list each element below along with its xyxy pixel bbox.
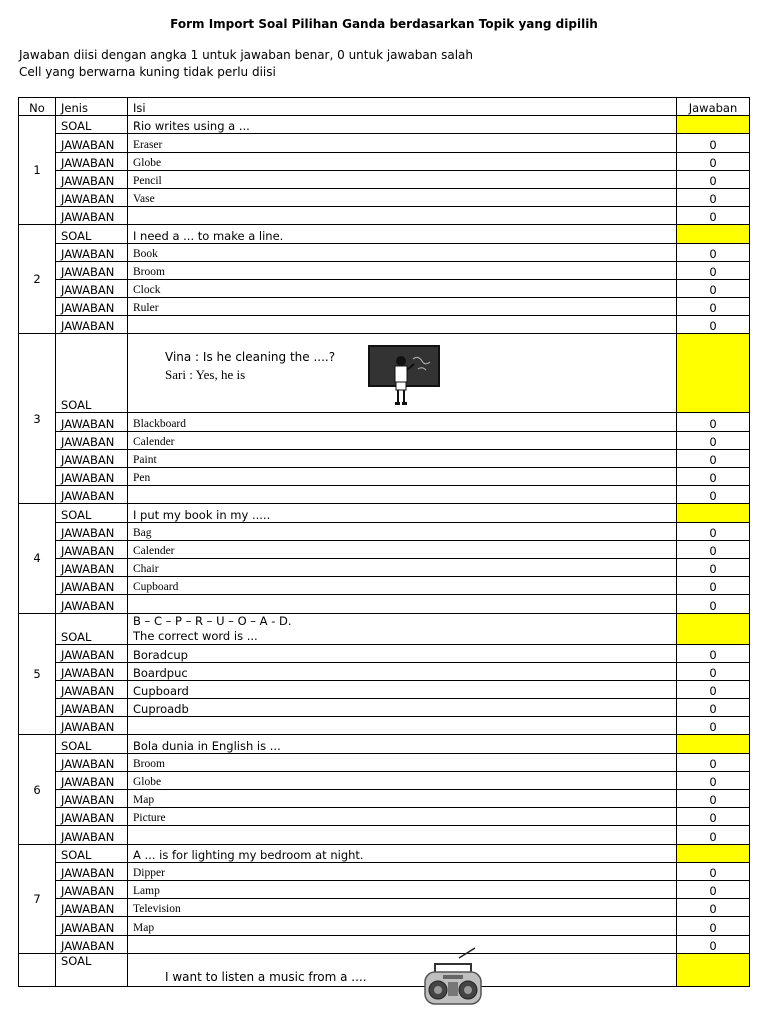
jenis-cell: JAWABAN: [56, 917, 128, 935]
question-number: [19, 953, 56, 986]
jenis-cell: JAWABAN: [56, 279, 128, 297]
answer-row: [19, 577, 750, 595]
answer-text[interactable]: Calender: [128, 540, 677, 558]
page-title: Form Import Soal Pilihan Ganda berdasarkan Topik yang dipilih: [170, 17, 598, 31]
jenis-cell: JAWABAN: [56, 152, 128, 170]
jenis-cell: SOAL: [56, 116, 128, 134]
answer-row: [19, 717, 750, 735]
question-number: 1: [19, 116, 56, 225]
jawaban-value[interactable]: 0: [677, 243, 750, 261]
question-form-table: [18, 97, 750, 987]
answer-row: [19, 261, 750, 279]
jenis-cell: JAWABAN: [56, 790, 128, 808]
question-text-line-1: B – C – P – R – U – O – A - D.: [133, 613, 292, 628]
jenis-cell: SOAL: [56, 735, 128, 753]
question-cell[interactable]: [128, 613, 677, 644]
jawaban-value[interactable]: 0: [677, 449, 750, 467]
answer-text[interactable]: Ruler: [128, 298, 677, 316]
jawaban-cell-yellow: [677, 225, 750, 243]
jenis-cell: JAWABAN: [56, 449, 128, 467]
jenis-cell: JAWABAN: [56, 558, 128, 576]
jenis-cell: JAWABAN: [56, 207, 128, 225]
jawaban-value[interactable]: 0: [677, 662, 750, 680]
jenis-cell: JAWABAN: [56, 771, 128, 789]
answer-text[interactable]: [128, 207, 677, 225]
answer-row: [19, 152, 750, 170]
answer-row: [19, 134, 750, 152]
answer-row: [19, 662, 750, 680]
answer-row: [19, 316, 750, 334]
jawaban-value[interactable]: 0: [677, 880, 750, 898]
question-text-line-2: Sari : Yes, he is: [165, 367, 246, 383]
jenis-cell: JAWABAN: [56, 134, 128, 152]
jawaban-value[interactable]: 0: [677, 595, 750, 613]
jawaban-value[interactable]: 0: [677, 261, 750, 279]
answer-text[interactable]: [128, 595, 677, 613]
answer-row: [19, 468, 750, 486]
jenis-cell: JAWABAN: [56, 170, 128, 188]
answer-row: [19, 899, 750, 917]
jenis-cell: JAWABAN: [56, 261, 128, 279]
jenis-cell: SOAL: [56, 225, 128, 243]
answer-text[interactable]: Bag: [128, 522, 677, 540]
answer-text[interactable]: [128, 717, 677, 735]
jawaban-value[interactable]: 0: [677, 826, 750, 844]
header-jawaban: Jawaban: [677, 98, 750, 116]
answer-text[interactable]: Lamp: [128, 880, 677, 898]
answer-text[interactable]: Broom: [128, 261, 677, 279]
jawaban-value[interactable]: 0: [677, 316, 750, 334]
question-text[interactable]: A ... is for lighting my bedroom at night.: [128, 844, 677, 862]
jawaban-value[interactable]: 0: [677, 170, 750, 188]
jenis-cell: SOAL: [56, 613, 128, 644]
jawaban-value[interactable]: 0: [677, 699, 750, 717]
jenis-cell: SOAL: [56, 504, 128, 522]
question-number: 2: [19, 225, 56, 334]
question-row: [19, 953, 750, 986]
answer-text[interactable]: Television: [128, 899, 677, 917]
jawaban-value[interactable]: 0: [677, 279, 750, 297]
jenis-cell: JAWABAN: [56, 577, 128, 595]
jenis-cell: SOAL: [56, 844, 128, 862]
question-cell[interactable]: [128, 334, 677, 413]
jenis-cell: JAWABAN: [56, 826, 128, 844]
answer-text[interactable]: Calender: [128, 431, 677, 449]
radio-cassette-illustration: [413, 946, 493, 1010]
answer-text[interactable]: Paint: [128, 449, 677, 467]
answer-text[interactable]: Cuproadb: [128, 699, 677, 717]
jenis-cell: JAWABAN: [56, 540, 128, 558]
jawaban-value[interactable]: 0: [677, 644, 750, 662]
answer-text[interactable]: Dipper: [128, 862, 677, 880]
jawaban-value[interactable]: 0: [677, 134, 750, 152]
jenis-cell: JAWABAN: [56, 316, 128, 334]
answer-row: [19, 935, 750, 953]
answer-row: [19, 680, 750, 698]
header-no: No: [19, 98, 56, 116]
jenis-cell: JAWABAN: [56, 808, 128, 826]
jawaban-value[interactable]: 0: [677, 298, 750, 316]
jawaban-value[interactable]: 0: [677, 753, 750, 771]
jawaban-value[interactable]: 0: [677, 522, 750, 540]
answer-row: [19, 188, 750, 206]
question-number: 5: [19, 613, 56, 735]
jenis-cell: JAWABAN: [56, 699, 128, 717]
jawaban-value[interactable]: 0: [677, 413, 750, 431]
instruction-line-2: Cell yang berwarna kuning tidak perlu diisi: [19, 65, 276, 79]
answer-row: [19, 826, 750, 844]
jawaban-value[interactable]: 0: [677, 188, 750, 206]
question-text[interactable]: I put my book in my .....: [128, 504, 677, 522]
jenis-cell: JAWABAN: [56, 880, 128, 898]
question-number: 6: [19, 735, 56, 844]
jenis-cell: SOAL: [56, 953, 128, 986]
header-row: [19, 98, 750, 116]
answer-text[interactable]: [128, 826, 677, 844]
question-row: [19, 613, 750, 644]
jenis-cell: JAWABAN: [56, 522, 128, 540]
jawaban-cell-yellow: [677, 735, 750, 753]
answer-text[interactable]: [128, 486, 677, 504]
blackboard-cleaning-illustration: [368, 345, 442, 407]
answer-row: [19, 862, 750, 880]
answer-row: [19, 644, 750, 662]
jenis-cell: JAWABAN: [56, 298, 128, 316]
jenis-cell: JAWABAN: [56, 595, 128, 613]
answer-text[interactable]: Cupboard: [128, 577, 677, 595]
answer-text[interactable]: Picture: [128, 808, 677, 826]
jawaban-cell-yellow: [677, 844, 750, 862]
answer-row: [19, 771, 750, 789]
jenis-cell: JAWABAN: [56, 188, 128, 206]
header-isi: Isi: [128, 98, 677, 116]
answer-row: [19, 595, 750, 613]
answer-row: [19, 917, 750, 935]
answer-text[interactable]: Globe: [128, 771, 677, 789]
jawaban-cell-yellow: [677, 116, 750, 134]
jawaban-value[interactable]: 0: [677, 808, 750, 826]
jenis-cell: JAWABAN: [56, 468, 128, 486]
question-row: [19, 225, 750, 243]
question-text-line-1: Vina : Is he cleaning the ....?: [165, 350, 336, 365]
jawaban-cell-yellow: [677, 953, 750, 986]
answer-text[interactable]: Globe: [128, 152, 677, 170]
answer-row: [19, 279, 750, 297]
answer-row: [19, 790, 750, 808]
answer-text[interactable]: Eraser: [128, 134, 677, 152]
answer-row: [19, 243, 750, 261]
jawaban-value[interactable]: 0: [677, 917, 750, 935]
jawaban-value[interactable]: 0: [677, 558, 750, 576]
jenis-cell: SOAL: [56, 334, 128, 413]
jenis-cell: JAWABAN: [56, 899, 128, 917]
jawaban-value[interactable]: 0: [677, 577, 750, 595]
jenis-cell: JAWABAN: [56, 680, 128, 698]
question-row: [19, 504, 750, 522]
jenis-cell: JAWABAN: [56, 486, 128, 504]
answer-row: [19, 449, 750, 467]
answer-text[interactable]: Boradcup: [128, 644, 677, 662]
answer-row: [19, 880, 750, 898]
jawaban-value[interactable]: 0: [677, 431, 750, 449]
jawaban-value[interactable]: 0: [677, 935, 750, 953]
jenis-cell: JAWABAN: [56, 662, 128, 680]
question-cell[interactable]: [128, 953, 677, 986]
jawaban-value[interactable]: 0: [677, 899, 750, 917]
answer-row: [19, 808, 750, 826]
question-row: [19, 844, 750, 862]
answer-text[interactable]: Cupboard: [128, 680, 677, 698]
question-number: 4: [19, 504, 56, 613]
jenis-cell: JAWABAN: [56, 935, 128, 953]
question-number: 3: [19, 334, 56, 504]
answer-text[interactable]: Map: [128, 917, 677, 935]
answer-row: [19, 540, 750, 558]
jawaban-value[interactable]: 0: [677, 207, 750, 225]
jawaban-value[interactable]: 0: [677, 862, 750, 880]
answer-text[interactable]: Boardpuc: [128, 662, 677, 680]
answer-row: [19, 753, 750, 771]
jawaban-value[interactable]: 0: [677, 790, 750, 808]
answer-row: [19, 413, 750, 431]
answer-text[interactable]: [128, 935, 677, 953]
jenis-cell: JAWABAN: [56, 243, 128, 261]
answer-text[interactable]: Pencil: [128, 170, 677, 188]
answer-row: [19, 699, 750, 717]
header-jenis: Jenis: [56, 98, 128, 116]
answer-row: [19, 431, 750, 449]
answer-text[interactable]: Vase: [128, 188, 677, 206]
answer-row: [19, 486, 750, 504]
jawaban-value[interactable]: 0: [677, 152, 750, 170]
jenis-cell: JAWABAN: [56, 862, 128, 880]
answer-text[interactable]: Chair: [128, 558, 677, 576]
question-row: [19, 116, 750, 134]
answer-text[interactable]: Pen: [128, 468, 677, 486]
answer-text[interactable]: Broom: [128, 753, 677, 771]
question-text-line-2: The correct word is ...: [133, 628, 258, 643]
answer-text[interactable]: [128, 316, 677, 334]
instruction-line-1: Jawaban diisi dengan angka 1 untuk jawaban benar, 0 untuk jawaban salah: [19, 48, 473, 62]
jenis-cell: JAWABAN: [56, 753, 128, 771]
jawaban-value[interactable]: 0: [677, 680, 750, 698]
question-text: I want to listen a music from a ....: [165, 969, 367, 984]
jenis-cell: JAWABAN: [56, 431, 128, 449]
jawaban-value[interactable]: 0: [677, 468, 750, 486]
question-text[interactable]: Rio writes using a ...: [128, 116, 677, 134]
answer-text[interactable]: Blackboard: [128, 413, 677, 431]
jawaban-cell-yellow: [677, 613, 750, 644]
jawaban-value[interactable]: 0: [677, 486, 750, 504]
question-row: [19, 334, 750, 413]
question-text[interactable]: Bola dunia in English is ...: [128, 735, 677, 753]
jawaban-cell-yellow: [677, 504, 750, 522]
answer-row: [19, 522, 750, 540]
jawaban-value[interactable]: 0: [677, 717, 750, 735]
question-text[interactable]: I need a ... to make a line.: [128, 225, 677, 243]
question-number: 7: [19, 844, 56, 953]
answer-row: [19, 558, 750, 576]
answer-row: [19, 298, 750, 316]
answer-text[interactable]: Book: [128, 243, 677, 261]
answer-row: [19, 207, 750, 225]
jenis-cell: JAWABAN: [56, 717, 128, 735]
jenis-cell: JAWABAN: [56, 644, 128, 662]
jawaban-value[interactable]: 0: [677, 771, 750, 789]
answer-text[interactable]: Map: [128, 790, 677, 808]
jawaban-cell-yellow: [677, 334, 750, 413]
answer-row: [19, 170, 750, 188]
jenis-cell: JAWABAN: [56, 413, 128, 431]
answer-text[interactable]: Clock: [128, 279, 677, 297]
jawaban-value[interactable]: 0: [677, 540, 750, 558]
question-row: [19, 735, 750, 753]
